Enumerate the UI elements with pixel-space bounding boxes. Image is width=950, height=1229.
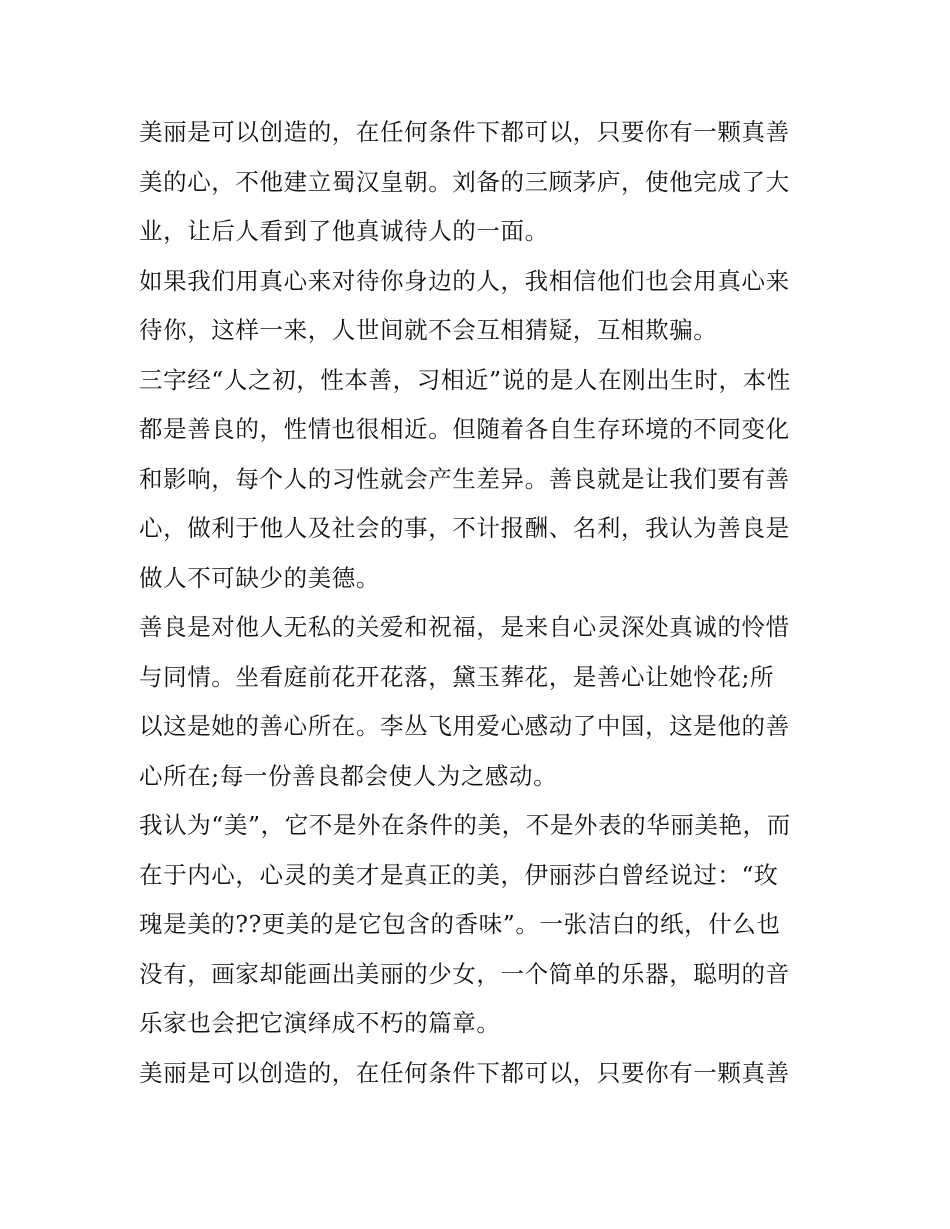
paragraph-1 [139,108,819,257]
text-line: 乐家也会把它演绎成不朽的篇章。 [139,1009,501,1037]
text-line: 与同情。坐看庭前花开花落，黛玉葬花，是善心让她怜花;所 [139,662,775,691]
text-line: 美的心，不他建立蜀汉皇朝。刘备的三顾茅庐，使他完成了大 [139,167,790,196]
text-line: 都是善良的，性情也很相近。但随着各自生存环境的不同变化 [139,415,790,443]
paragraph-2 [139,257,819,356]
paragraph-4 [139,603,819,801]
text-line: 我认为“美”，它不是外在条件的美，不是外表的华丽美艳，而 [139,811,791,839]
paragraph-3 [139,356,819,604]
text-line: 以这是她的善心所在。李丛飞用爱心感动了中国，这是他的善 [139,712,790,740]
text-line: 美丽是可以创造的，在任何条件下都可以，只要你有一颗真善 [139,118,790,146]
paragraph-6 [139,1049,819,1099]
text-line: 心，做利于他人及社会的事，不计报酬、名利，我认为善良是 [139,514,790,542]
paragraph-5 [139,801,819,1049]
text-line: 如果我们用真心来对待你身边的人，我相信他们也会用真心来 [139,266,790,295]
text-line: 瑰是美的??更美的是它包含的香味”。一张洁白的纸，什么也 [139,910,781,938]
document-body [139,108,819,1098]
text-line: 业，让后人看到了他真诚待人的一面。 [139,217,549,245]
text-line: 在于内心，心灵的美才是真正的美，伊丽莎白曾经说过：“玫 [139,860,779,889]
text-line: 和影响，每个人的习性就会产生差异。善良就是让我们要有善 [139,464,790,493]
text-line: 三字经“人之初，性本善，习相近”说的是人在刚出生时，本性 [139,365,791,394]
text-line: 待你，这样一来，人世间就不会互相猜疑，互相欺骗。 [139,316,718,344]
text-line: 没有，画家却能画出美丽的少女，一个简单的乐器，聪明的音 [139,959,790,988]
text-line: 心所在;每一份善良都会使人为之感动。 [139,761,558,790]
text-line: 做人不可缺少的美德。 [139,563,380,592]
text-line: 善良是对他人无私的关爱和祝福，是来自心灵深处真诚的怜惜 [139,613,790,641]
text-line: 美丽是可以创造的，在任何条件下都可以，只要你有一颗真善 [139,1058,790,1087]
